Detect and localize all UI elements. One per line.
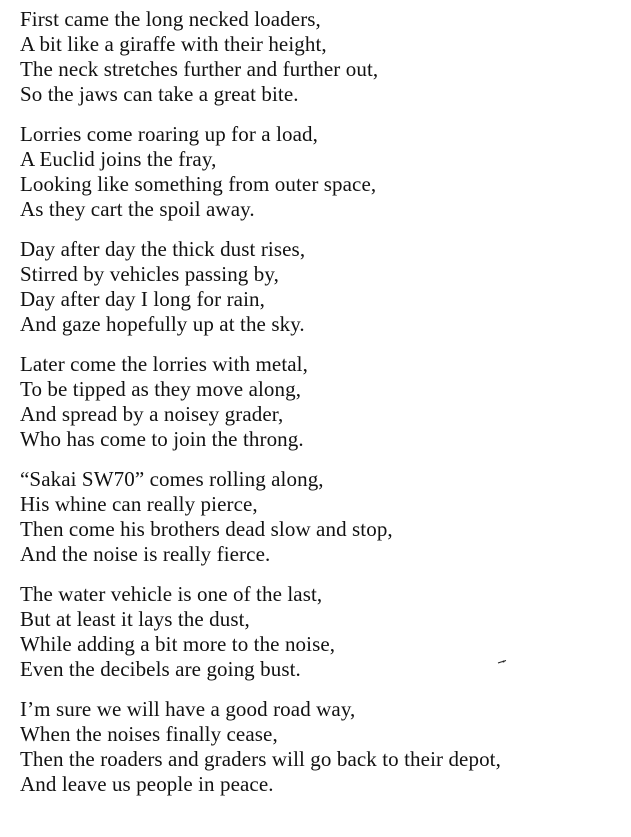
stanza-4 — [20, 352, 625, 452]
poem-line: As they cart the spoil away. — [20, 197, 255, 221]
poem-line: Lorries come roaring up for a load, — [20, 122, 318, 146]
poem-line: But at least it lays the dust, — [20, 607, 250, 631]
poem-line: The water vehicle is one of the last, — [20, 582, 323, 606]
stanza-1 — [20, 7, 625, 107]
poem-line: Who has come to join the throng. — [20, 427, 304, 451]
poem-line: A bit like a giraffe with their height, — [20, 32, 327, 56]
poem-line: Day after day I long for rain, — [20, 287, 265, 311]
poem-line: “Sakai SW70” comes rolling along, — [20, 467, 324, 491]
poem-line: While adding a bit more to the noise, — [20, 632, 336, 656]
poem-line: The neck stretches further and further out, — [20, 57, 379, 81]
poem-line: And the noise is really fierce. — [20, 542, 271, 566]
poem-line: First came the long necked loaders, — [20, 7, 321, 31]
stanza-2 — [20, 122, 625, 222]
ink-speck-mark — [497, 659, 507, 665]
poem — [20, 7, 625, 812]
poem-line: Then come his brothers dead slow and stop, — [20, 517, 393, 541]
poem-line: Stirred by vehicles passing by, — [20, 262, 279, 286]
poem-line: I’m sure we will have a good road way, — [20, 697, 356, 721]
poem-line: Later come the lorries with metal, — [20, 352, 308, 376]
stanza-3 — [20, 237, 625, 337]
poem-line: And spread by a noisey grader, — [20, 402, 284, 426]
poem-line: Then the roaders and graders will go back to their depot, — [20, 747, 501, 771]
poem-line: When the noises finally cease, — [20, 722, 278, 746]
poem-line: His whine can really pierce, — [20, 492, 258, 516]
poem-line: Day after day the thick dust rises, — [20, 237, 306, 261]
poem-line: A Euclid joins the fray, — [20, 147, 217, 171]
poem-line: Looking like something from outer space, — [20, 172, 377, 196]
stanza-6 — [20, 582, 625, 682]
poem-line: Even the decibels are going bust. — [20, 657, 301, 681]
poem-line: And leave us people in peace. — [20, 772, 274, 796]
stanza-5 — [20, 467, 625, 567]
poem-line: So the jaws can take a great bite. — [20, 82, 299, 106]
poem-line: To be tipped as they move along, — [20, 377, 302, 401]
stanza-7 — [20, 697, 625, 797]
poem-line: And gaze hopefully up at the sky. — [20, 312, 305, 336]
